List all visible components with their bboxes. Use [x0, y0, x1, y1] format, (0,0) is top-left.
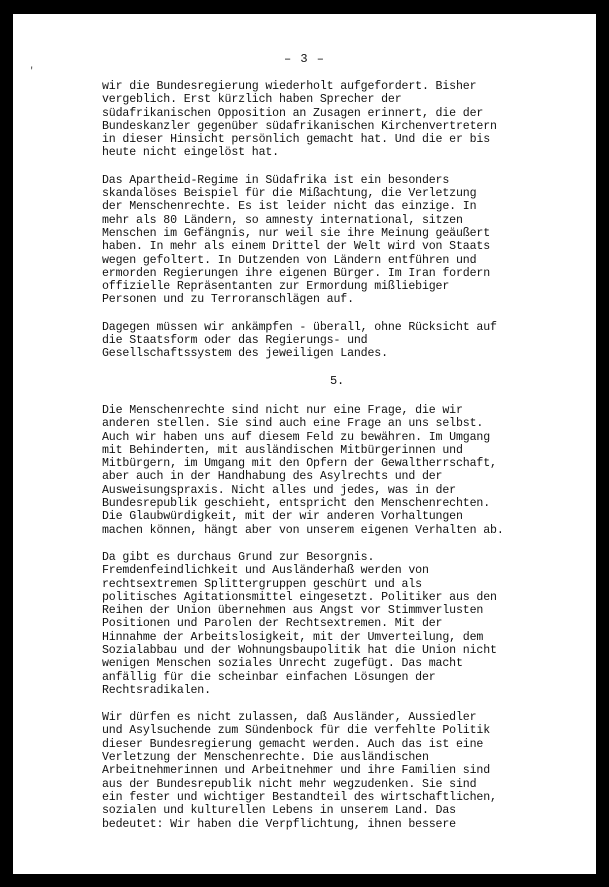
text-line: Die Glaubwürdigkeit, mit der wir anderen Vorhaltungen: [102, 510, 463, 524]
text-line: aus der Bundesrepublik nicht mehr wegzudenken. Sie sind: [102, 777, 477, 791]
text-line: heute nicht eingelöst hat.: [102, 146, 279, 160]
text-line: anderen stellen. Sie sind auch eine Frage an uns selbst.: [102, 417, 484, 431]
text-line: Personen und zu Terroranschlägen auf.: [102, 293, 354, 307]
text-line: Positionen und Parolen der Rechtsextremen. Mit der: [102, 617, 443, 631]
text-line: wenigen Menschen soziales Unrecht zugefügt. Das macht: [102, 657, 463, 671]
text-line: dieser Bundesregierung gemacht werden. Auch das ist eine: [102, 737, 484, 751]
text-line: Gesellschaftssystem des jeweiligen Landes.: [102, 347, 388, 361]
text-line: Verletzung der Menschenrechte. Die ausländischen: [102, 751, 429, 765]
paragraph: [102, 80, 572, 160]
text-line: Ausweisungspraxis. Nicht alles und jedes, was in der: [102, 483, 456, 497]
text-line: Menschen im Gefängnis, nur weil sie ihre Meinung geäußert: [102, 226, 491, 240]
text-line: Bundesrepublik geschieht, entspricht den Menschenrechten.: [102, 497, 491, 511]
body-text: [102, 80, 572, 845]
text-line: in dieser Hinsicht persönlich gemacht hat. Und die er bis: [102, 133, 491, 147]
text-line: südafrikanischen Opposition an Zusagen erinnert, die der: [102, 106, 484, 120]
text-line: ein fester und wichtiger Bestandteil des wirtschaftlichen,: [102, 790, 497, 804]
text-line: Fremdenfeindlichkeit und Ausländerhaß werden von: [102, 564, 429, 578]
text-line: Reihen der Union übernehmen aus Angst vor Stimmverlusten: [102, 604, 484, 618]
text-line: bedeutet: Wir haben die Verpflichtung, ihnen bessere: [102, 817, 456, 831]
text-line: Sozialabbau und der Wohnungsbaupolitik hat die Union nicht: [102, 643, 497, 657]
text-line: Auch wir haben uns auf diesem Feld zu bewähren. Im Umgang: [102, 430, 491, 444]
text-line: Da gibt es durchaus Grund zur Besorgnis.: [102, 550, 375, 564]
text-line: machen können, hängt aber von unserem eigenen Verhalten ab.: [102, 523, 504, 537]
paragraph: [102, 711, 572, 831]
text-line: Das Apartheid-Regime in Südafrika ist ein besonders: [102, 173, 450, 187]
text-line: der Menschenrechte. Es ist leider nicht das einzige. In: [102, 200, 477, 214]
text-line: Dagegen müssen wir ankämpfen - überall, ohne Rücksicht auf: [102, 320, 497, 334]
text-line: anfällig für die scheinbar einfachen Lösungen der: [102, 670, 436, 684]
text-block-2: [102, 404, 572, 831]
text-line: Arbeitnehmerinnen und Arbeitnehmer und ihre Familien sind: [102, 764, 491, 778]
text-line: mehr als 80 Ländern, so amnesty international, sitzen: [102, 213, 463, 227]
text-line: Wir dürfen es nicht zulassen, daß Ausländer, Aussiedler: [102, 711, 477, 725]
text-line: wegen gefoltert. In Dutzenden von Ländern entführen und: [102, 253, 477, 267]
text-line: ermorden Regierungen ihre eigenen Bürger. Im Iran fordern: [102, 266, 491, 280]
text-line: rechtsextremen Splittergruppen geschürt und als: [102, 577, 422, 591]
document-page: [13, 14, 596, 874]
text-line: Mitbürgern, im Umgang mit den Opfern der Gewaltherrschaft,: [102, 457, 497, 471]
text-line: Hinnahme der Arbeitslosigkeit, mit der Umverteilung, dem: [102, 630, 484, 644]
text-line: politisches Agitationsmittel eingesetzt. Politiker aus den: [102, 590, 497, 604]
text-block-1: [102, 80, 572, 361]
text-line: haben. In mehr als einem Drittel der Welt wird von Staats: [102, 240, 491, 254]
text-line: Rechtsradikalen.: [102, 683, 211, 697]
text-line: wir die Bundesregierung wiederholt aufgefordert. Bisher: [102, 80, 477, 93]
text-line: mit Behinderten, mit ausländischen Mitbürgerinnen und: [102, 443, 463, 457]
text-line: sozialen und kulturellen Lebens in unserem Land. Das: [102, 804, 456, 818]
text-line: Die Menschenrechte sind nicht nur eine Frage, die wir: [102, 403, 463, 417]
text-line: aber auch in der Handhabung des Asylrechts und der: [102, 470, 443, 484]
page-number: – 3 –: [283, 52, 325, 66]
text-line: die Staatsform oder das Regierungs- und: [102, 334, 368, 348]
text-line: offizielle Repräsentanten zur Ermordung mißliebiger: [102, 280, 450, 294]
text-line: und Asylsuchende zum Sündenbock für die verfehlte Politik: [102, 724, 491, 738]
text-line: vergeblich. Erst kürzlich haben Sprecher der: [102, 93, 402, 107]
paragraph: [102, 551, 572, 697]
paragraph: [102, 404, 572, 537]
paragraph: [102, 321, 572, 361]
text-line: Bundeskanzler gegenüber südafrikanischen Kirchenvertretern: [102, 119, 497, 133]
margin-mark: ': [29, 66, 35, 76]
section-number: 5.: [329, 373, 345, 388]
text-line: skandalöses Beispiel für die Mißachtung, die Verletzung: [102, 187, 477, 201]
paragraph: [102, 174, 572, 307]
